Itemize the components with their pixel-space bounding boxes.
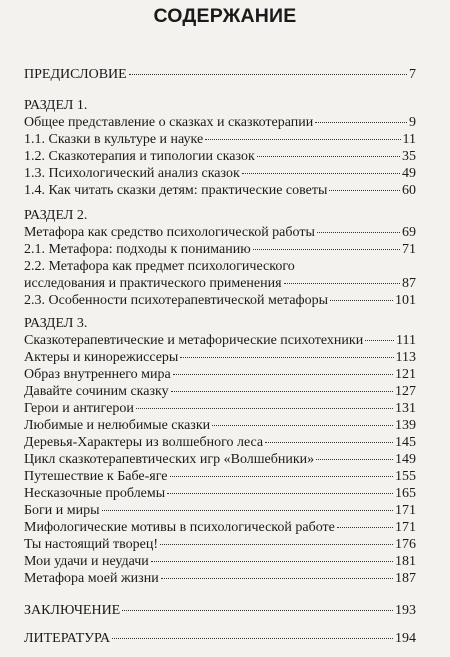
dot-leader xyxy=(365,340,394,341)
dot-leader xyxy=(330,300,393,301)
toc-entry-page: 176 xyxy=(395,537,416,552)
toc-entry-page: 194 xyxy=(395,631,416,646)
toc-entry[interactable] xyxy=(24,451,416,468)
dot-leader xyxy=(112,638,393,639)
toc-entry[interactable] xyxy=(24,332,416,349)
toc-entry-label: Метафора моей жизни xyxy=(24,571,159,586)
toc-entry[interactable] xyxy=(24,553,416,570)
toc-entry-label: 1.4. Как читать сказки детям: практические советы xyxy=(24,183,328,198)
toc-entry-label: Сказкотерапевтические и метафорические психотехники xyxy=(24,333,364,348)
dot-leader xyxy=(265,442,393,443)
toc-entry-label: 2.3. Особенности психотерапевтической метафоры xyxy=(24,293,329,308)
dot-leader xyxy=(161,578,393,579)
toc-entry-page: 187 xyxy=(395,571,416,586)
toc-entry-page: 171 xyxy=(395,520,416,535)
toc-entry[interactable] xyxy=(24,165,416,182)
toc-entry[interactable] xyxy=(24,148,416,165)
toc-entry-label: Давайте сочиним сказку xyxy=(24,384,169,399)
toc-entry-page: 7 xyxy=(409,67,416,82)
toc-entry-conclusion[interactable] xyxy=(24,602,416,619)
dot-leader xyxy=(212,425,393,426)
toc-entry-label: Любимые и нелюбимые сказки xyxy=(24,418,211,433)
toc-entry-page: 171 xyxy=(395,503,416,518)
toc-entry-page: 69 xyxy=(402,225,416,240)
dot-leader xyxy=(317,232,400,233)
toc-entry[interactable] xyxy=(24,400,416,417)
toc-entry-page: 127 xyxy=(395,384,416,399)
toc-entry-page: 145 xyxy=(395,435,416,450)
dot-leader xyxy=(171,391,393,392)
toc-entry[interactable] xyxy=(24,434,416,451)
dot-leader xyxy=(180,357,393,358)
toc-entry-page: 113 xyxy=(395,350,416,365)
toc-entry-label: Ты настоящий творец! xyxy=(24,537,159,552)
dot-leader xyxy=(253,249,400,250)
toc-entry-preface[interactable] xyxy=(24,66,416,83)
toc-entry-page: 121 xyxy=(395,367,416,382)
toc-entry-page: 165 xyxy=(395,486,416,501)
toc-entry[interactable] xyxy=(24,502,416,519)
toc-entry-label: Герои и антигерои xyxy=(24,401,134,416)
toc-entry-label: Путешествие к Бабе-яге xyxy=(24,469,168,484)
toc-entry[interactable] xyxy=(24,366,416,383)
section-heading-1: РАЗДЕЛ 1. xyxy=(24,98,88,113)
toc-entry[interactable] xyxy=(24,275,416,292)
toc-entry[interactable] xyxy=(24,182,416,199)
dot-leader xyxy=(315,122,407,123)
toc-entry-label: ЗАКЛЮЧЕНИЕ xyxy=(24,603,121,618)
toc-entry-page: 131 xyxy=(395,401,416,416)
dot-leader xyxy=(160,544,393,545)
toc-entry-page: 9 xyxy=(409,115,416,130)
toc-entry[interactable] xyxy=(24,383,416,400)
toc-entry-label: Несказочные проблемы xyxy=(24,486,166,501)
toc-entry-label: Деревья-Характеры из волшебного леса xyxy=(24,435,264,450)
toc-entry[interactable] xyxy=(24,485,416,502)
toc-entry-page: 71 xyxy=(402,242,416,257)
toc-entry-page: 60 xyxy=(402,183,416,198)
toc-entry-page: 111 xyxy=(396,333,416,348)
dot-leader xyxy=(173,374,393,375)
dot-leader xyxy=(284,283,400,284)
toc-entry-label: Мои удачи и неудачи xyxy=(24,554,149,569)
toc-entry-label: исследования и практического применения xyxy=(24,276,282,291)
toc-entry[interactable] xyxy=(24,417,416,434)
toc-entry-page: 87 xyxy=(402,276,416,291)
toc-entry-label: 1.1. Сказки в культуре и науке xyxy=(24,132,204,147)
toc-entry-label: Общее представление о сказках и сказкотерапии xyxy=(24,115,314,130)
toc-entry-literature[interactable] xyxy=(24,630,416,647)
dot-leader xyxy=(170,476,393,477)
toc-entry-label: Метафора как средство психологической работы xyxy=(24,225,315,240)
section-heading-3: РАЗДЕЛ 3. xyxy=(24,316,88,331)
toc-entry[interactable] xyxy=(24,292,416,309)
section-heading-2: РАЗДЕЛ 2. xyxy=(24,208,88,223)
toc-entry[interactable] xyxy=(24,570,416,587)
toc-entry-page: 11 xyxy=(402,132,416,147)
toc-entry-page: 193 xyxy=(395,603,416,618)
dot-leader xyxy=(329,190,400,191)
dot-leader xyxy=(167,493,393,494)
toc-entry[interactable] xyxy=(24,131,416,148)
dot-leader xyxy=(337,527,393,528)
toc-entry[interactable] xyxy=(24,224,416,241)
toc-entry-label: Боги и миры xyxy=(24,503,100,518)
dot-leader xyxy=(129,74,407,75)
dot-leader xyxy=(102,510,393,511)
toc-entry-page: 49 xyxy=(402,166,416,181)
dot-leader xyxy=(122,610,393,611)
toc-entry[interactable] xyxy=(24,519,416,536)
toc-entry-page: 35 xyxy=(402,149,416,164)
dot-leader xyxy=(257,156,400,157)
toc-entry-label-line1: 2.2. Метафора как предмет психологического xyxy=(24,259,295,274)
page-title: СОДЕРЖАНИЕ xyxy=(153,5,297,27)
toc-entry-label: ЛИТЕРАТУРА xyxy=(24,631,111,646)
toc-entry-label: Цикл сказкотерапевтических игр «Волшебники» xyxy=(24,452,315,467)
toc-entry-page: 139 xyxy=(395,418,416,433)
toc-entry[interactable] xyxy=(24,536,416,553)
toc-entry-label: Актеры и кинорежиссеры xyxy=(24,350,179,365)
toc-entry-label: 1.3. Психологический анализ сказок xyxy=(24,166,240,181)
toc-entry[interactable] xyxy=(24,241,416,258)
toc-entry[interactable] xyxy=(24,468,416,485)
toc-entry-label: Образ внутреннего мира xyxy=(24,367,171,382)
dot-leader xyxy=(151,561,393,562)
toc-entry[interactable] xyxy=(24,349,416,366)
toc-entry-label: ПРЕДИСЛОВИЕ xyxy=(24,67,127,82)
toc-entry-label: Мифологические мотивы в психологической работе xyxy=(24,520,335,535)
toc-entry-page: 149 xyxy=(395,452,416,467)
toc-entry[interactable] xyxy=(24,114,416,131)
toc-entry-page: 181 xyxy=(395,554,416,569)
toc-entry-label: 1.2. Сказкотерапия и типологии сказок xyxy=(24,149,255,164)
toc-entry-page: 155 xyxy=(395,469,416,484)
dot-leader xyxy=(205,139,400,140)
toc-entry-label: 2.1. Метафора: подходы к пониманию xyxy=(24,242,251,257)
dot-leader xyxy=(242,173,400,174)
dot-leader xyxy=(316,459,393,460)
dot-leader xyxy=(136,408,393,409)
toc-entry-page: 101 xyxy=(395,293,416,308)
